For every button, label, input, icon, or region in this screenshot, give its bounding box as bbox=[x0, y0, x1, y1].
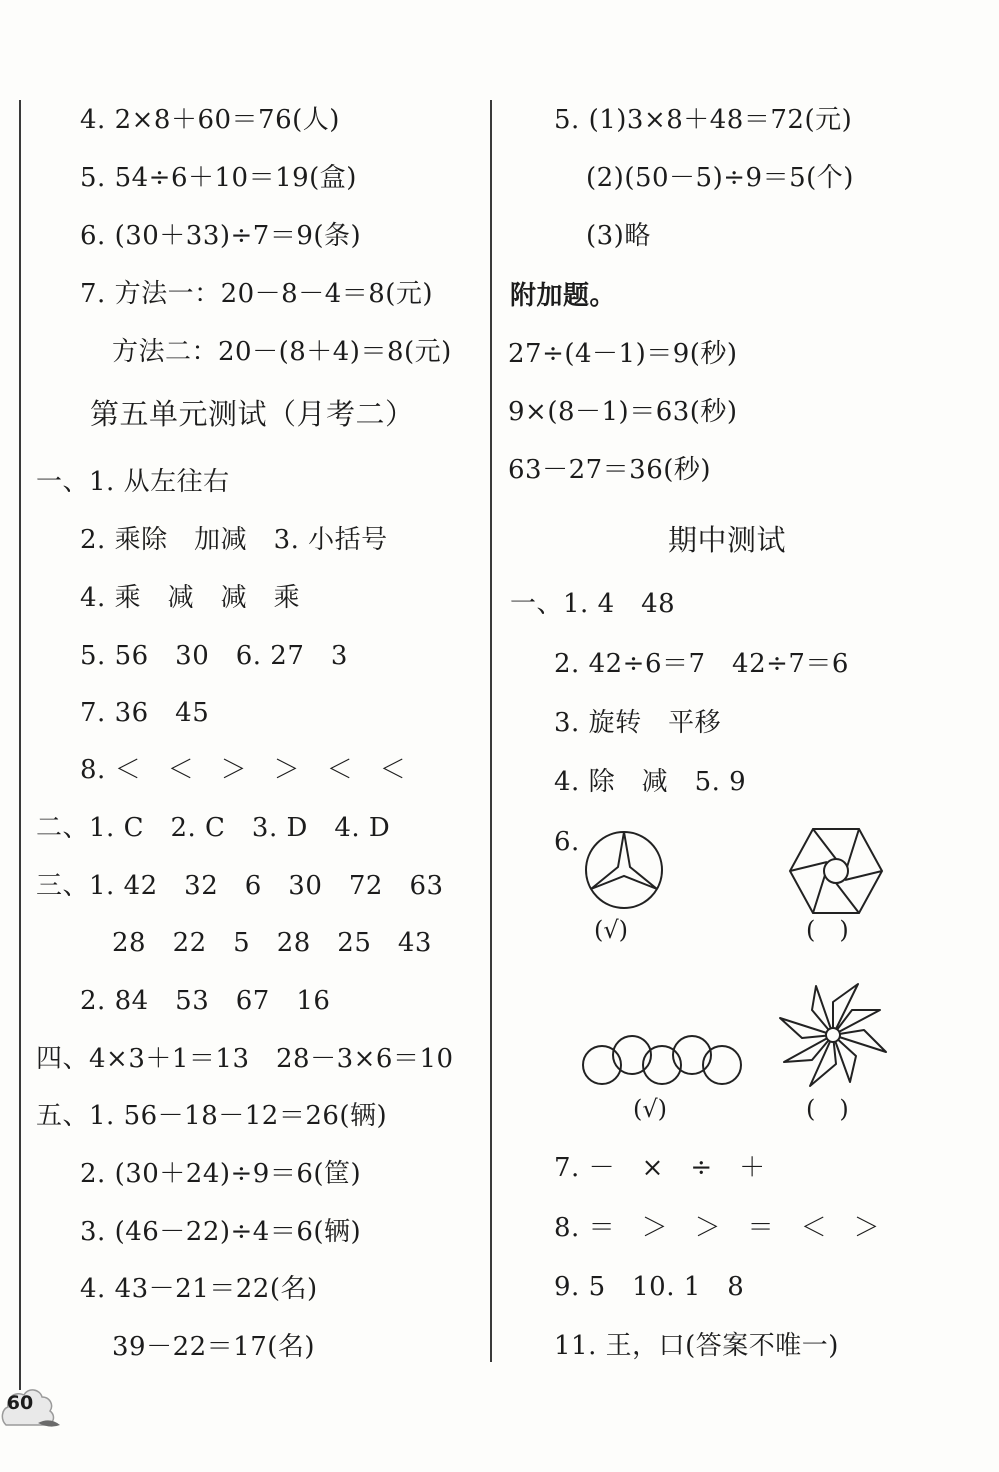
answer-line: 四、4×3＋1＝13 28－3×6＝10 bbox=[36, 1044, 454, 1074]
answer-line: 一、1. 从左往右 bbox=[36, 467, 230, 497]
figure-answer-mark: (√) bbox=[633, 1095, 668, 1123]
answer-line: (2)(50－5)÷9＝5(个) bbox=[586, 163, 854, 193]
answer-line: (3)略 bbox=[586, 221, 651, 251]
answer-line: 五、1. 56－18－12＝26(辆) bbox=[36, 1101, 388, 1131]
pinwheel-figure bbox=[776, 980, 890, 1090]
answer-line: 2. 42÷6＝7 42÷7＝6 bbox=[554, 649, 849, 679]
answer-line: 5. 54÷6＋10＝19(盒) bbox=[80, 163, 357, 193]
answer-line: 9. 5 10. 1 8 bbox=[554, 1272, 745, 1302]
answer-line: 27÷(4－1)＝9(秒) bbox=[508, 339, 738, 369]
question-6-label: 6. bbox=[554, 827, 580, 857]
answer-line: 2. 84 53 67 16 bbox=[80, 986, 331, 1016]
answer-line: 4. 乘 减 减 乘 bbox=[80, 583, 301, 613]
answer-line: 4. 除 减 5. 9 bbox=[554, 767, 747, 797]
answer-line: 4. 43－21＝22(名) bbox=[80, 1274, 318, 1304]
column-divider bbox=[490, 100, 492, 1362]
extra-question-title: 附加题。 bbox=[510, 281, 617, 311]
answer-line: 一、1. 4 48 bbox=[510, 589, 676, 619]
answer-line: 4. 2×8＋60＝76(人) bbox=[80, 105, 340, 135]
answer-line: 28 22 5 28 25 43 bbox=[112, 928, 432, 958]
answer-line: 方法二：20－(8＋4)＝8(元) bbox=[112, 337, 452, 367]
answer-line: 二、1. C 2. C 3. D 4. D bbox=[36, 813, 391, 843]
section-title: 第五单元测试（月考二） bbox=[90, 397, 415, 431]
answer-line: 5. 56 30 6. 27 3 bbox=[80, 641, 348, 671]
answer-line: 39－22＝17(名) bbox=[112, 1332, 316, 1362]
answer-line: 3. (46－22)÷4＝6(辆) bbox=[80, 1217, 362, 1247]
answer-line: 2. 乘除 加减 3. 小括号 bbox=[80, 525, 388, 555]
circle-star-figure bbox=[582, 828, 666, 912]
hexagon-swirl-figure bbox=[786, 826, 886, 916]
answer-line: 7. 方法一：20－8－4＝8(元) bbox=[80, 279, 434, 309]
figure-answer-mark: ( ) bbox=[806, 916, 849, 944]
answer-line: 三、1. 42 32 6 30 72 63 bbox=[36, 871, 444, 901]
page-number: 60 bbox=[6, 1392, 34, 1414]
section-title: 期中测试 bbox=[668, 523, 787, 557]
figure-answer-mark: ( ) bbox=[806, 1095, 849, 1123]
answer-line: 6. (30＋33)÷7＝9(条) bbox=[80, 221, 362, 251]
answer-line: 8. ＜ ＜ ＞ ＞ ＜ ＜ bbox=[80, 755, 407, 785]
answer-line: 2. (30＋24)÷9＝6(筐) bbox=[80, 1159, 362, 1189]
figure-answer-mark: (√) bbox=[594, 916, 629, 944]
answer-line: 5. (1)3×8＋48＝72(元) bbox=[554, 105, 853, 135]
answer-line: 11. 王，口(答案不唯一) bbox=[554, 1331, 839, 1361]
answer-line: 9×(8－1)＝63(秒) bbox=[508, 397, 738, 427]
rings-chain-figure bbox=[580, 1033, 744, 1087]
left-margin-rule bbox=[19, 100, 21, 1390]
answer-line: 7. 36 45 bbox=[80, 698, 210, 728]
answer-line: 8. ＝ ＞ ＞ ＝ ＜ ＞ bbox=[554, 1213, 881, 1243]
answer-line: 3. 旋转 平移 bbox=[554, 708, 722, 738]
answer-line: 63－27＝36(秒) bbox=[508, 455, 712, 485]
answer-line: 7. － × ÷ ＋ bbox=[554, 1153, 766, 1183]
